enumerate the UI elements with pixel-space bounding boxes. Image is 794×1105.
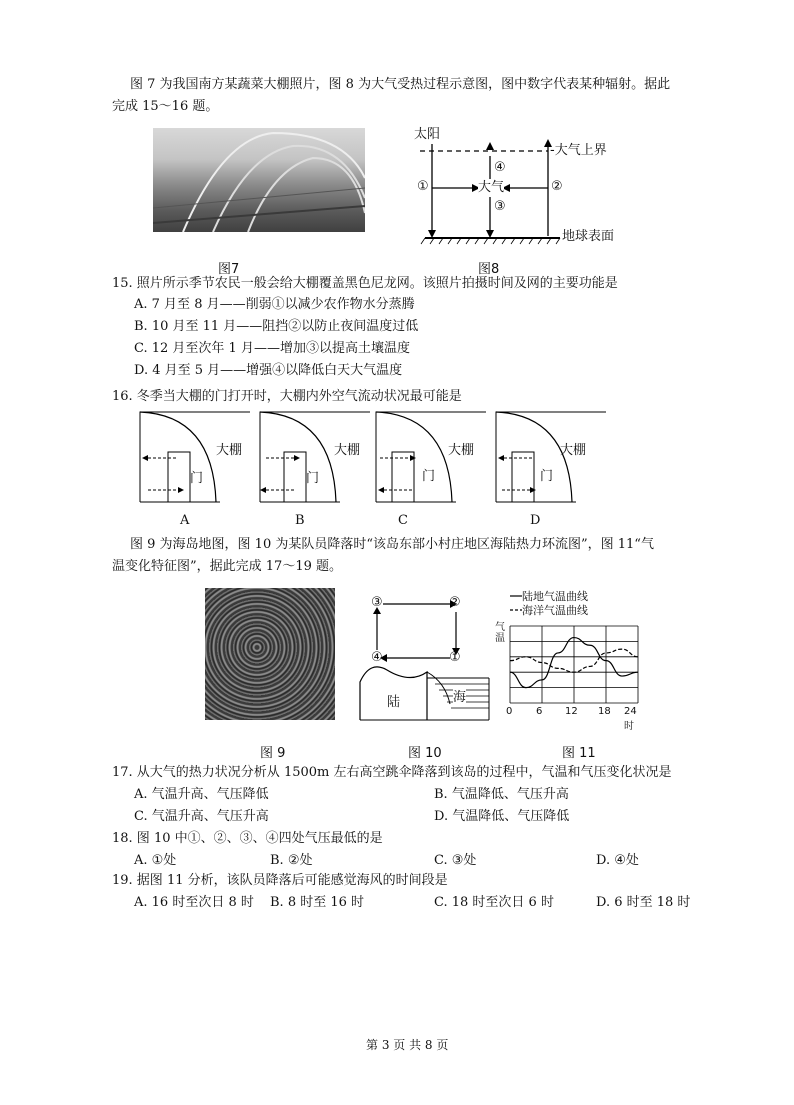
fig8-radiation-2: ②: [551, 179, 563, 194]
q16-label-d: D: [530, 513, 541, 528]
intro1-line1: 图 7 为我国南方某蔬菜大棚照片，图 8 为大气受热过程示意图，图中数字代表某种辐射。据此: [130, 77, 671, 92]
fig11-ylabel: 气温: [495, 622, 505, 644]
q18-stem: 18. 图 10 中①、②、③、④四处气压最低的是: [112, 831, 383, 846]
q19-stem: 19. 据图 11 分析，该队员降落后可能感觉海风的时间段是: [112, 873, 448, 888]
fig10-point-4: ④: [371, 650, 383, 665]
fig11-xtick-24: 24时: [624, 706, 637, 732]
fig8-radiation-1: ①: [417, 179, 429, 194]
intro2-line1: 图 9 为海岛地图，图 10 为某队员降落时“该岛东部小村庄地区海陆热力环流图”，图 11“气: [130, 537, 654, 552]
q19-option-a: A. 16 时至次日 8 时: [134, 895, 254, 910]
fig10-diagram: [355, 592, 490, 722]
fig10-land-label: 陆: [387, 695, 401, 710]
q19-option-c: C. 18 时至次日 6 时: [434, 895, 554, 910]
fig9-caption: 图 9: [260, 746, 286, 761]
greenhouse-frame-drawing: [153, 128, 365, 232]
q15-stem: 15. 照片所示季节农民一般会给大棚覆盖黑色尼龙网。该照片拍摄时间及网的主要功能是: [112, 276, 618, 291]
q17-option-a: A. 气温升高、气压降低: [134, 787, 269, 802]
q17-option-c: C. 气温升高、气压升高: [134, 809, 269, 824]
q17-option-d: D. 气温降低、气压降低: [434, 809, 570, 824]
q16-greenhouse-b: [258, 410, 378, 505]
door-b-label: 门: [306, 471, 320, 486]
fig11-xtick-12: 12: [565, 706, 578, 717]
intro2-line2: 温变化特征图”，据此完成 17～19 题。: [112, 559, 342, 574]
fig9-island-map: [205, 588, 335, 720]
q16-greenhouse-a: [138, 410, 258, 505]
fig11-chart: [492, 588, 642, 732]
greenhouse-c-svg: [374, 410, 494, 505]
q18-option-d: D. ④处: [596, 853, 639, 868]
q18-option-c: C. ③处: [434, 853, 477, 868]
q17-option-b: B. 气温降低、气压升高: [434, 787, 569, 802]
greenhouse-d-svg: [494, 410, 614, 505]
fig11-xtick-0: 0: [506, 706, 513, 717]
fig8-diagram: [410, 126, 640, 246]
fig8-top-boundary-label: -大气上界: [550, 143, 607, 158]
fig8-top-boundary-text: 大气上界: [554, 143, 607, 158]
fig8-ground-label: 地球表面: [562, 229, 615, 244]
fig11-caption: 图 11: [562, 746, 596, 761]
q17-stem: 17. 从大气的热力状况分析从 1500m 左右高空跳伞降落到该岛的过程中，气温和气压变化状况是: [112, 765, 672, 780]
fig10-point-3: ③: [371, 595, 383, 610]
q16-label-c: C: [398, 513, 408, 528]
greenhouse-a-label: 大棚: [216, 443, 243, 458]
page-number: 第 3 页 共 8 页: [366, 1038, 449, 1052]
q16-greenhouse-c: [374, 410, 494, 505]
q16-label-b: B: [295, 513, 305, 528]
greenhouse-c-label: 大棚: [448, 443, 475, 458]
q16-label-a: A: [180, 513, 190, 528]
door-c-label: 门: [422, 469, 436, 484]
q18-option-a: A. ①处: [134, 853, 177, 868]
door-d-label: 门: [540, 469, 554, 484]
q19-option-d: D. 6 时至 18 时: [596, 895, 691, 910]
fig11-xtick-18: 18: [598, 706, 611, 717]
q15-option-d: D. 4 月至 5 月——增强④以降低白天大气温度: [134, 363, 403, 378]
fig10-point-1: ①: [449, 650, 461, 665]
fig10-point-2: ②: [449, 595, 461, 610]
q15-option-a: A. 7 月至 8 月——削弱①以减少农作物水分蒸腾: [134, 297, 415, 312]
fig8-sun-label: 太阳: [414, 127, 441, 142]
fig11-legend-sea: 海洋气温曲线: [522, 604, 588, 617]
greenhouse-d-label: 大棚: [560, 443, 587, 458]
greenhouse-b-label: 大棚: [334, 443, 361, 458]
q19-option-b: B. 8 时至 16 时: [270, 895, 365, 910]
fig8-caption: 图8: [478, 262, 500, 277]
q15-option-c: C. 12 月至次年 1 月——增加③以提高土壤温度: [134, 341, 410, 356]
intro1-line2: 完成 15～16 题。: [112, 99, 219, 114]
q16-stem: 16. 冬季当大棚的门打开时，大棚内外空气流动状况最可能是: [112, 389, 462, 404]
fig8-atmosphere-label: 大气: [478, 180, 505, 195]
fig8-radiation-3: ③: [494, 199, 506, 214]
fig7-caption: 图7: [218, 262, 240, 277]
fig7-greenhouse-photo: [153, 128, 365, 232]
q16-greenhouse-d: [494, 410, 614, 505]
fig10-caption: 图 10: [408, 746, 442, 761]
fig8-radiation-4: ④: [494, 160, 506, 175]
fig11-legend-land: 陆地气温曲线: [522, 590, 588, 603]
fig11-xtick-6: 6: [536, 706, 543, 717]
q15-option-b: B. 10 月至 11 月——阻挡②以防止夜间温度过低: [134, 319, 419, 334]
door-a-label: 门: [190, 471, 204, 486]
fig10-sea-label: 海: [453, 690, 467, 705]
q18-option-b: B. ②处: [270, 853, 313, 868]
